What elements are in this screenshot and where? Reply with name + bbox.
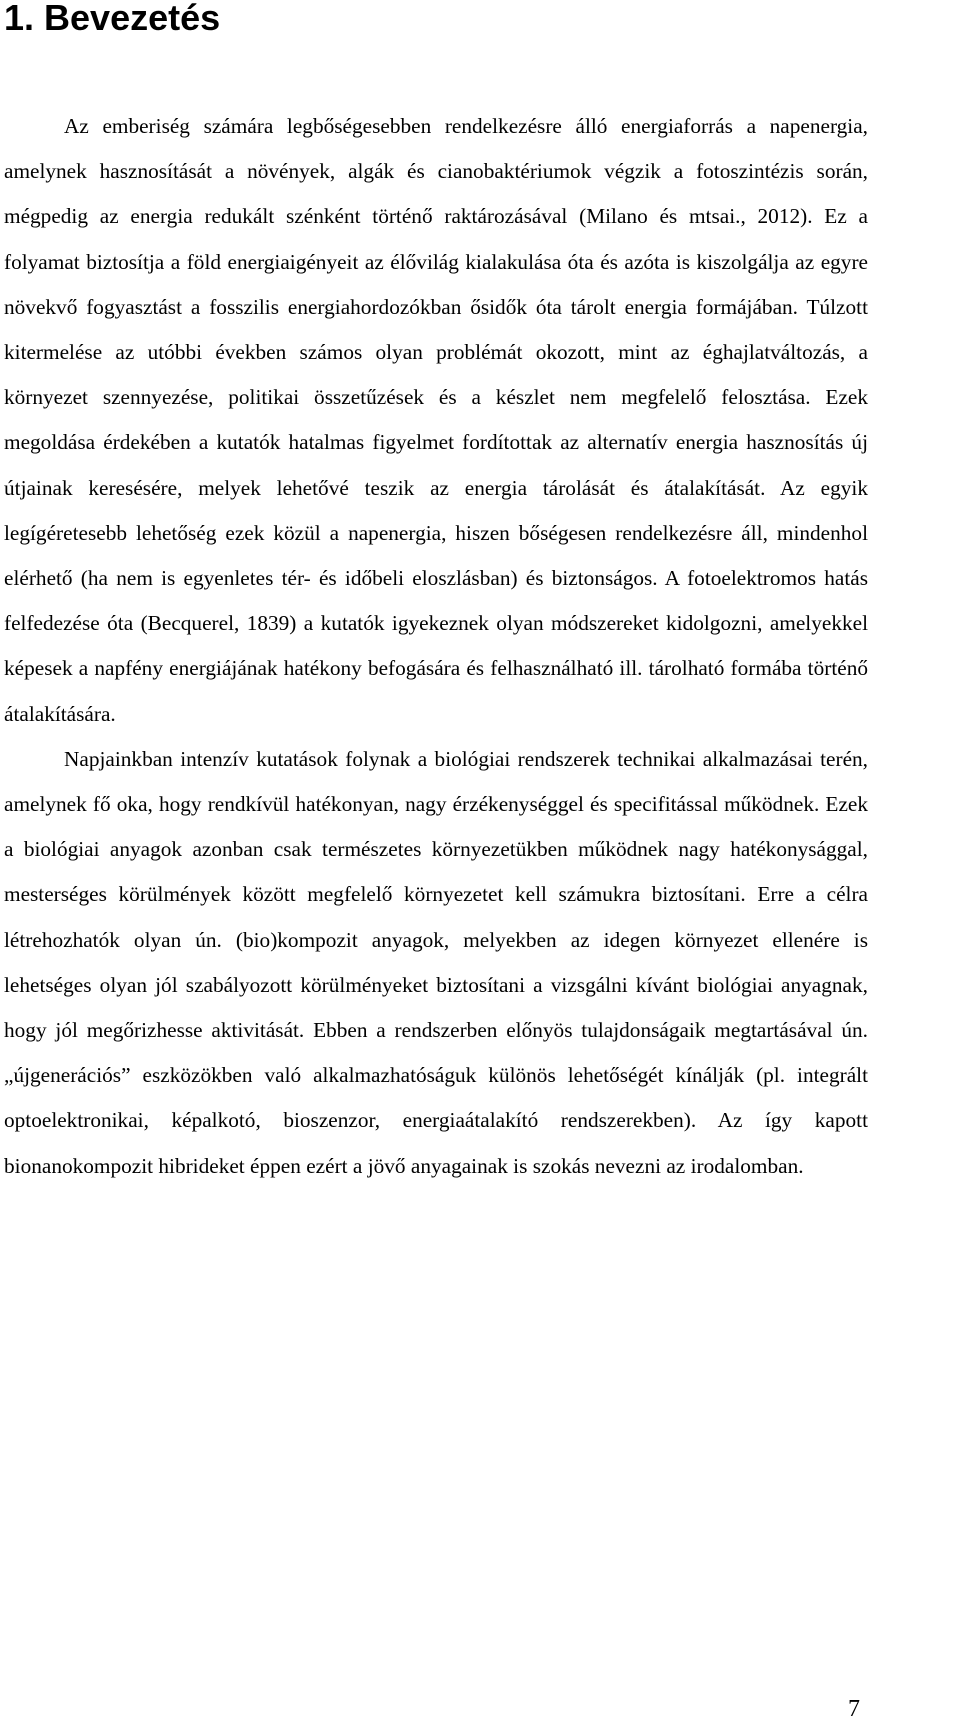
paragraph-1: Az emberiség számára legbőségesebben rendelkezésre álló energiaforrás a napenergia, amelynek hasznosítását a növények, algák és cianobaktériumok végzik a fotoszintézis során, mégpedig az energia redukált szénként történő raktározásával (Milano és mtsai., 2012). Ez a folyamat biztosítja a föld energiaigényeit az élővilág kialakulása óta és azóta is kiszolgálja az egyre növekvő fogyasztást a fosszilis energiahordozókban ősidők óta tárolt energia formájában. Túlzott kitermelése az utóbbi években számos olyan problémát okozott, mint az éghajlatváltozás, a környezet szennyezése, politikai összetűzések és a készlet nem megfelelő felosztása. Ezek megoldása érdekében a kutatók hatalmas figyelmet fordítottak az alternatív energia hasznosítás új útjainak keresésére, melyek lehetővé teszik az energia tárolását és átalakítását. Az egyik legígéretesebb lehetőség ezek közül a napenergia, hiszen bőségesen rendelkezésre áll, mindenhol elérhető (ha nem is egyenletes tér- és időbeli eloszlásban) és biztonságos. A fotoelektromos hatás felfedezése óta (Becquerel, 1839) a kutatók igyekeznek olyan módszereket kidolgozni, amelyekkel képesek a napfény energiájának hatékony befogására és felhasználható ill. tárolható formába történő átalakítására. [4,114,868,726]
section-body [4,104,868,1189]
paragraph-2: Napjainkban intenzív kutatások folynak a biológiai rendszerek technikai alkalmazásai terén, amelynek fő oka, hogy rendkívül hatékonyan, nagy érzékenységgel és specifitással működnek. Ezek a biológiai anyagok azonban csak természetes környezetükben működnek nagy hatékonysággal, mesterséges körülmények között megfelelő környezetet kell számukra biztosítani. Erre a célra létrehozhatók olyan ún. (bio)kompozit anyagok, melyekben az idegen környezet ellenére is lehetséges olyan jól szabályozott körülményeket biztosítani a vizsgálni kívánt biológiai anyagnak, hogy jól megőrizhesse aktivitását. Ebben a rendszerben előnyös tulajdonságaik megtartásával ún. „újgenerációs” eszközökben való alkalmazhatóságuk különös lehetőségét kínálják (pl. integrált optoelektronikai, képalkotó, bioszenzor, energiaátalakító rendszerekben). Az így kapott bionanokompozit hibrideket éppen ezért a jövő anyagainak is szokás nevezni az irodalomban. [4,746,868,1178]
section-heading: 1. Bevezetés [4,0,221,38]
page-number: 7 [848,1696,860,1722]
